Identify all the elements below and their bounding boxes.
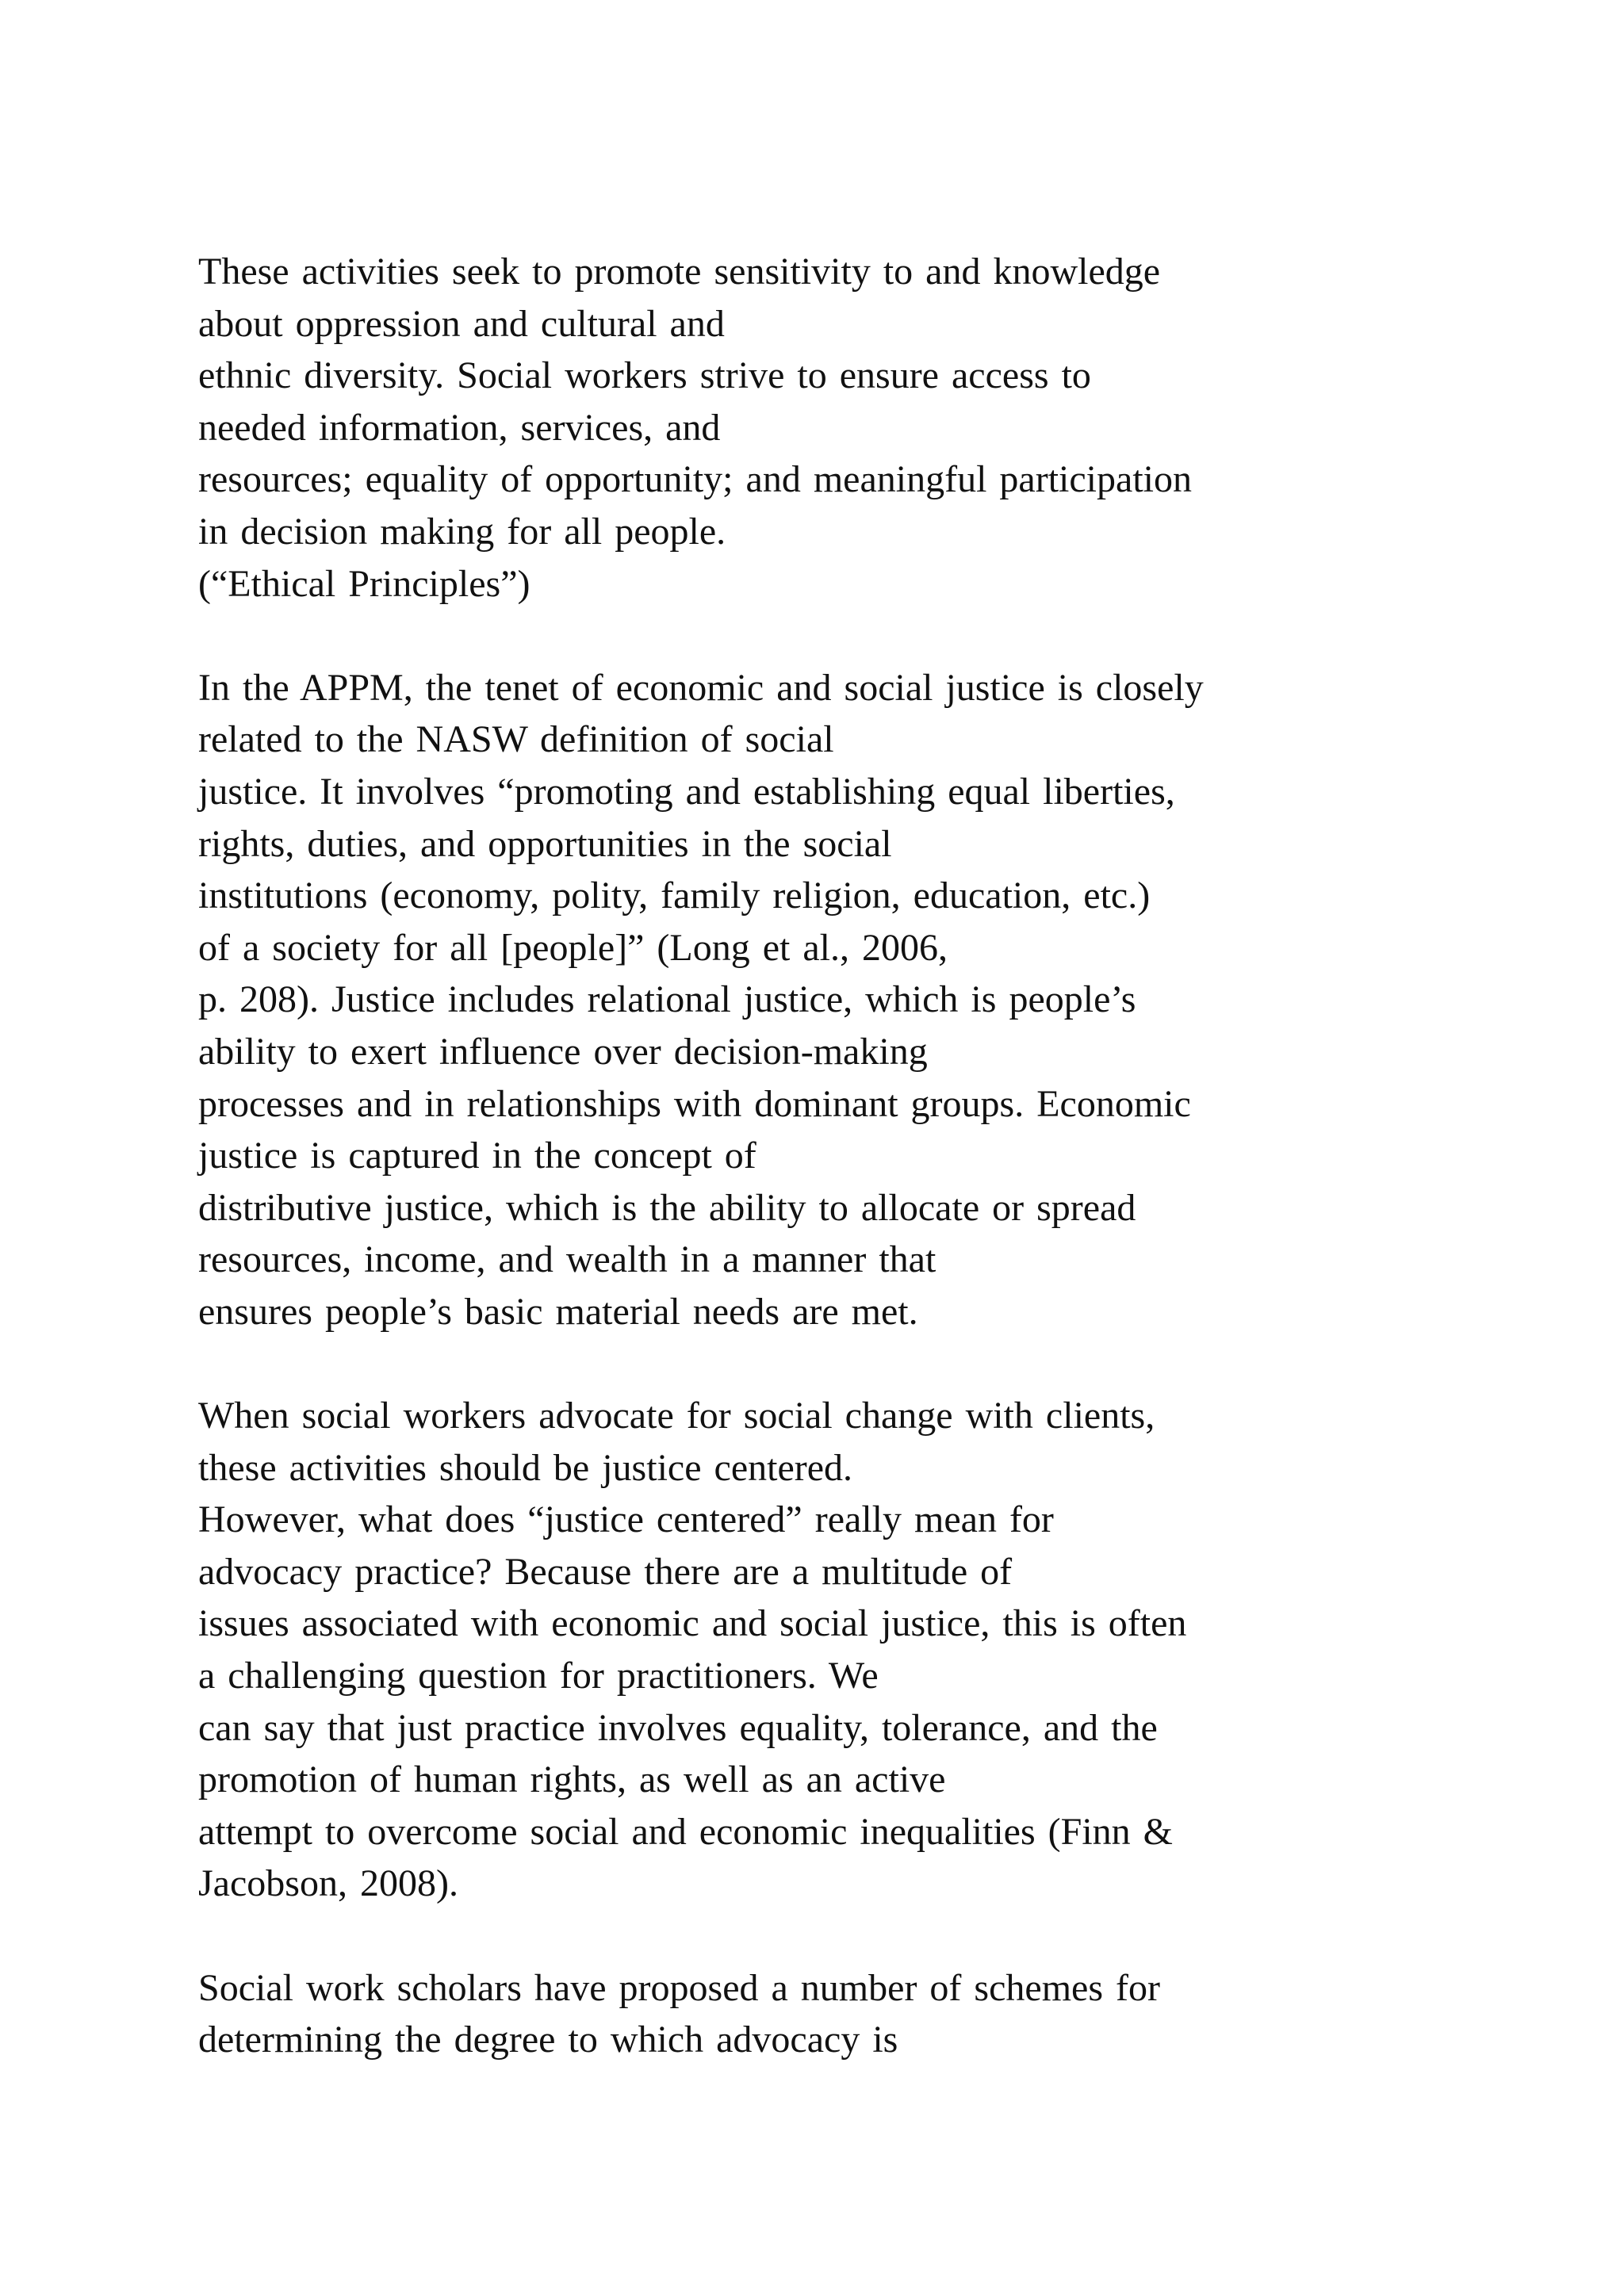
text-line: resources; equality of opportunity; and meaningful participation bbox=[198, 458, 1192, 501]
text-line: (“Ethical Principles”) bbox=[198, 562, 530, 605]
text-line: in decision making for all people. bbox=[198, 510, 726, 553]
text-line: justice is captured in the concept of bbox=[198, 1135, 756, 1177]
text-line: issues associated with economic and social justice, this is often bbox=[198, 1602, 1187, 1645]
text-line: ability to exert influence over decision-making bbox=[198, 1030, 928, 1073]
text-line: processes and in relationships with dominant groups. Economic bbox=[198, 1082, 1191, 1125]
text-line: institutions (economy, polity, family religion, education, etc.) bbox=[198, 874, 1151, 917]
text-line: determining the degree to which advocacy is bbox=[198, 2019, 898, 2061]
text-line: Social work scholars have proposed a number of schemes for bbox=[198, 1966, 1160, 2009]
text-line: rights, duties, and opportunities in the social bbox=[198, 822, 892, 865]
text-line: p. 208). Justice includes relational justice, which is people’s bbox=[198, 978, 1136, 1021]
paragraph-advocacy-schemes bbox=[198, 1962, 1483, 2066]
text-line: advocacy practice? Because there are a multitude of bbox=[198, 1550, 1013, 1593]
text-line: resources, income, and wealth in a manner that bbox=[198, 1238, 936, 1281]
text-line: ethnic diversity. Social workers strive to ensure access to bbox=[198, 354, 1091, 397]
document-body bbox=[198, 246, 1483, 2066]
paragraph-spacer bbox=[198, 1337, 1483, 1390]
text-line: attempt to overcome social and economic inequalities (Finn & bbox=[198, 1810, 1173, 1853]
text-line: justice. It involves “promoting and establishing equal liberties, bbox=[198, 770, 1175, 813]
text-line: Jacobson, 2008). bbox=[198, 1862, 458, 1905]
text-line: needed information, services, and bbox=[198, 406, 721, 449]
text-line: ensures people’s basic material needs are met. bbox=[198, 1290, 918, 1333]
text-line: distributive justice, which is the ability to allocate or spread bbox=[198, 1186, 1136, 1229]
paragraph-ethical-principles bbox=[198, 246, 1483, 610]
text-line: of a society for all [people]” (Long et al., 2006, bbox=[198, 926, 948, 969]
text-line: a challenging question for practitioners. We bbox=[198, 1655, 879, 1697]
paragraph-justice-centered bbox=[198, 1390, 1483, 1910]
paragraph-spacer bbox=[198, 1910, 1483, 1962]
text-line: These activities seek to promote sensitivity to and knowledge bbox=[198, 251, 1161, 293]
text-line: can say that just practice involves equality, tolerance, and the bbox=[198, 1706, 1158, 1749]
text-line: However, what does “justice centered” really mean for bbox=[198, 1498, 1054, 1541]
paragraph-spacer bbox=[198, 610, 1483, 662]
text-line: related to the NASW definition of social bbox=[198, 718, 834, 761]
paragraph-appm-justice bbox=[198, 662, 1483, 1338]
text-line: When social workers advocate for social change with clients, bbox=[198, 1395, 1155, 1437]
text-line: about oppression and cultural and bbox=[198, 302, 725, 345]
text-line: promotion of human rights, as well as an active bbox=[198, 1758, 946, 1801]
text-line: these activities should be justice centered. bbox=[198, 1446, 853, 1489]
text-line: In the APPM, the tenet of economic and social justice is closely bbox=[198, 666, 1204, 709]
